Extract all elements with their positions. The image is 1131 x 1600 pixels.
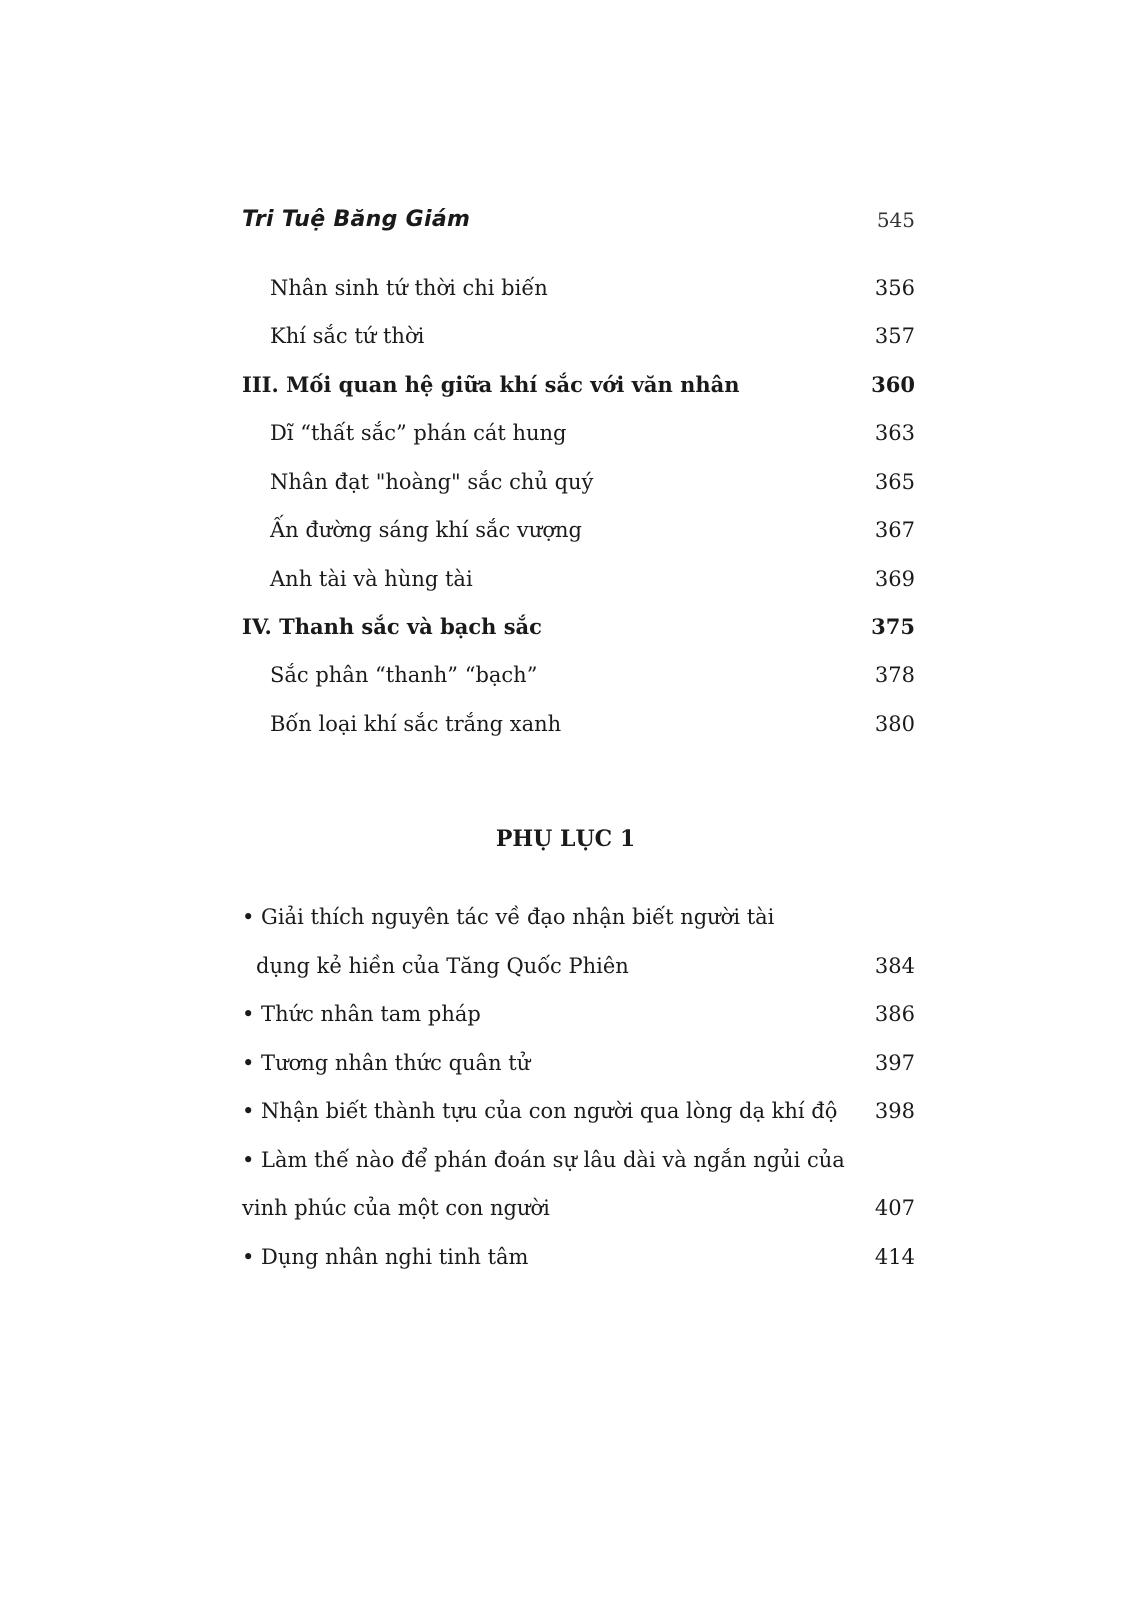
appendix-entry-page: 386 xyxy=(874,1002,915,1026)
toc-entry-page: 367 xyxy=(874,518,915,542)
toc-entry-title: Ấn đường sáng khí sắc vượng xyxy=(270,518,582,542)
toc-entry-page: 380 xyxy=(874,712,915,736)
appendix-entry-page: 407 xyxy=(874,1196,915,1220)
appendix-entry-title: • Nhận biết thành tựu của con người qua lòng dạ khí độ xyxy=(242,1099,838,1123)
toc-entry xyxy=(0,316,1131,356)
toc-entry-page: 363 xyxy=(874,421,915,445)
appendix-entry-title: • Thức nhân tam pháp xyxy=(242,1002,481,1026)
running-header-title: Tri Tuệ Băng Giám xyxy=(242,207,471,232)
toc-entry-page: 357 xyxy=(874,324,915,348)
toc-entry-page: 365 xyxy=(874,470,915,494)
toc-section-entry xyxy=(0,607,1131,647)
appendix-entry-title: • Dụng nhân nghi tinh tâm xyxy=(242,1245,529,1269)
toc-entry-title: Sắc phân “thanh” “bạch” xyxy=(270,663,538,687)
toc-entry xyxy=(0,462,1131,502)
toc-entry xyxy=(0,704,1131,744)
running-header-page-number: 545 xyxy=(876,208,915,232)
toc-entry-page: 378 xyxy=(874,663,915,687)
appendix-entry xyxy=(0,1237,1131,1277)
appendix-entry-title: • Làm thế nào để phán đoán sự lâu dài và ngắn ngủi của xyxy=(242,1148,845,1172)
appendix-entry-title-continued: vinh phúc của một con người xyxy=(242,1196,550,1220)
appendix-entry-page: 398 xyxy=(874,1099,915,1123)
toc-section-page: 360 xyxy=(871,372,915,397)
appendix-heading: PHỤ LỤC 1 xyxy=(495,826,636,852)
appendix-entry-page: 384 xyxy=(874,954,915,978)
toc-entry xyxy=(0,413,1131,453)
toc-entry-title: Dĩ “thất sắc” phán cát hung xyxy=(270,421,567,445)
toc-entry xyxy=(0,655,1131,695)
toc-entry-page: 369 xyxy=(874,567,915,591)
toc-entry-title: Khí sắc tứ thời xyxy=(270,324,425,348)
toc-section-title: III. Mối quan hệ giữa khí sắc với văn nhân xyxy=(242,372,740,397)
toc-entry-title: Bốn loại khí sắc trắng xanh xyxy=(270,712,562,736)
toc-section-entry xyxy=(0,365,1131,405)
appendix-entry-title-continued: dụng kẻ hiền của Tăng Quốc Phiên xyxy=(256,954,629,978)
appendix-entry-line xyxy=(0,1140,1131,1180)
appendix-entry-title: • Tương nhân thức quân tử xyxy=(242,1051,531,1075)
appendix-entry-line xyxy=(0,1188,1131,1228)
toc-entry xyxy=(0,559,1131,599)
toc-entry-title: Anh tài và hùng tài xyxy=(270,567,473,591)
toc-entry-page: 356 xyxy=(874,276,915,300)
toc-section-page: 375 xyxy=(871,614,915,639)
appendix-entry xyxy=(0,1043,1131,1083)
toc-entry-title: Nhân sinh tứ thời chi biến xyxy=(270,276,548,300)
appendix-entry-page: 414 xyxy=(874,1245,915,1269)
toc-entry-title: Nhân đạt "hoàng" sắc chủ quý xyxy=(270,470,594,494)
appendix-entry-title: • Giải thích nguyên tác về đạo nhận biết người tài xyxy=(242,905,775,929)
appendix-entry-page: 397 xyxy=(874,1051,915,1075)
appendix-entry-line xyxy=(0,897,1131,937)
toc-section-title: IV. Thanh sắc và bạch sắc xyxy=(242,614,542,639)
appendix-entry xyxy=(0,1091,1131,1131)
toc-entry xyxy=(0,510,1131,550)
appendix-entry xyxy=(0,994,1131,1034)
toc-entry xyxy=(0,268,1131,308)
appendix-entry-line xyxy=(0,946,1131,986)
